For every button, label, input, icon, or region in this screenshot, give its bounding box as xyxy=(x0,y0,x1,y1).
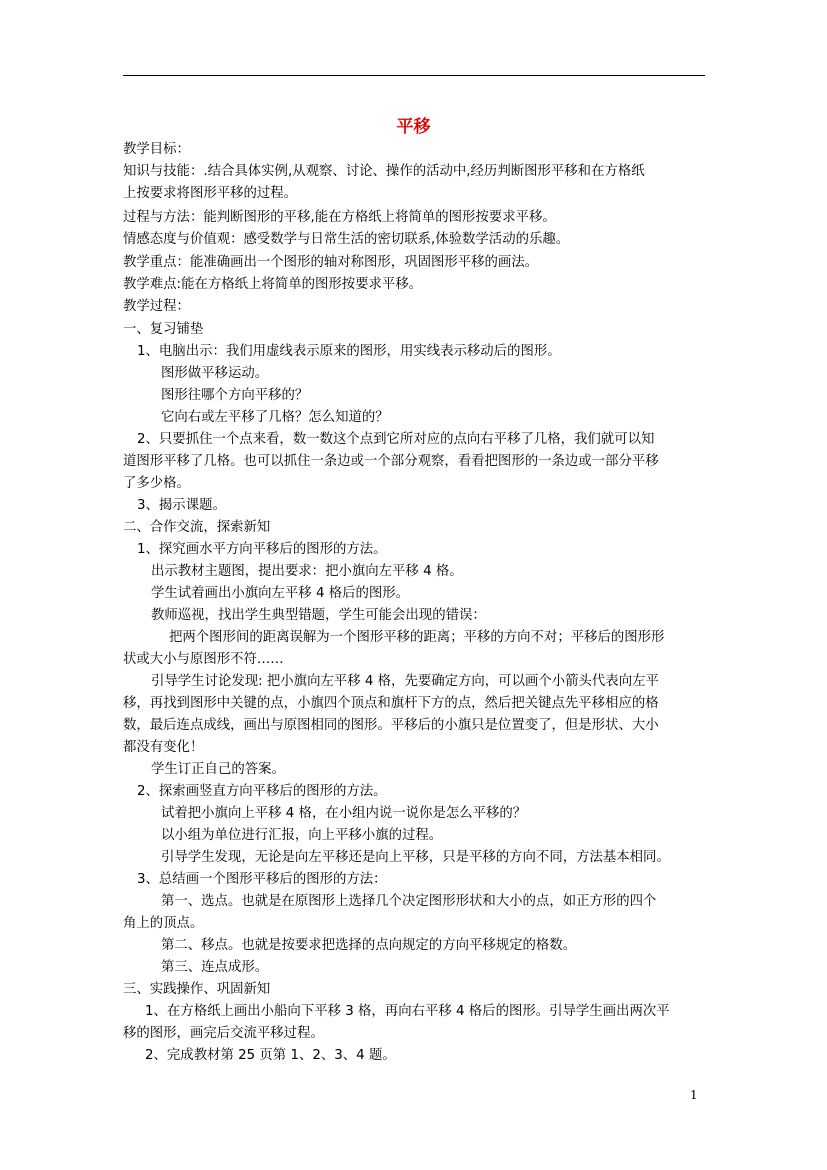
text-line: 引导学生讨论发现: 把小旗向左平移 4 格，先要确定方向，可以画个小箭头代表向左平 xyxy=(151,674,659,689)
text-line: 教学目标： xyxy=(123,142,190,157)
text-line: 教学过程： xyxy=(123,299,190,314)
text-line: 出示教材主题图，提出要求：把小旗向左平移 4 格。 xyxy=(151,564,463,579)
text-line: 把两个图形间的距离误解为一个图形平移的距离；平移的方向不对；平移后的图形形 xyxy=(169,630,665,645)
text-line: 2、探索画竖直方向平移后的图形的方法。 xyxy=(137,784,387,799)
text-line: 1、探究画水平方向平移后的图形的方法。 xyxy=(137,542,387,557)
text-line: 教师巡视，找出学生典型错题，学生可能会出现的错误： xyxy=(151,608,486,623)
text-line: 试着把小旗向上平移 4 格，在小组内说一说你是怎么平移的？ xyxy=(161,806,527,821)
text-line: 了多少格。 xyxy=(123,476,190,491)
text-line: 一、复习铺垫 xyxy=(123,322,204,337)
text-line: 知识与技能：.结合具体实例,从观察、讨论、操作的活动中,经历判断图形平移和在方格纸 xyxy=(123,164,645,179)
text-line: 移，再找到图形中关键的点，小旗四个顶点和旗杆下方的点，然后把关键点先平移相应的格 xyxy=(123,696,659,711)
header-rule xyxy=(123,75,705,76)
text-line: 教学难点:能在方格纸上将简单的图形按要求平移。 xyxy=(123,277,423,292)
text-line: 2、完成教材第 25 页第 1、2、3、4 题。 xyxy=(145,1048,396,1063)
text-line: 情感态度与价值观：感受数学与日常生活的密切联系,体验数学活动的乐趣。 xyxy=(123,232,570,247)
text-line: 学生订正自己的答案。 xyxy=(151,762,285,777)
text-line: 引导学生发现，无论是向左平移还是向上平移，只是平移的方向不同，方法基本相同。 xyxy=(161,850,670,865)
text-line: 过程与方法：能判断图形的平移,能在方格纸上将简单的图形按要求平移。 xyxy=(123,210,556,225)
text-line: 数，最后连点成线，画出与原图相同的图形。平移后的小旗只是位置变了，但是形状、大小 xyxy=(123,718,659,733)
text-line: 教学重点：能准确画出一个图形的轴对称图形，巩固图形平移的画法。 xyxy=(123,255,539,270)
text-line: 1、电脑出示：我们用虚线表示原来的图形，用实线表示移动后的图形。 xyxy=(137,344,561,359)
text-line: 3、总结画一个图形平移后的图形的方法： xyxy=(137,872,387,887)
text-line: 移的图形，画完后交流平移过程。 xyxy=(123,1026,324,1041)
text-line: 3、揭示课题。 xyxy=(137,498,226,513)
text-line: 第二、移点。也就是按要求把选择的点向规定的方向平移规定的格数。 xyxy=(161,938,577,953)
text-line: 2、只要抓住一个点来看，数一数这个点到它所对应的点向右平移了几格，我们就可以知 xyxy=(137,432,655,447)
text-line: 图形往哪个方向平移的？ xyxy=(161,388,309,403)
text-line: 第三、连点成形。 xyxy=(161,960,269,975)
text-line: 1、在方格纸上画出小船向下平移 3 格，再向右平移 4 格后的图形。引导学生画出两次平 xyxy=(145,1004,670,1019)
text-line: 学生试着画出小旗向左平移 4 格后的图形。 xyxy=(151,586,410,601)
text-line: 二、合作交流，探索新知 xyxy=(123,520,271,535)
text-line: 图形做平移运动。 xyxy=(161,366,269,381)
text-line: 角上的顶点。 xyxy=(123,916,204,931)
text-line: 上按要求将图形平移的过程。 xyxy=(123,186,298,201)
text-line: 第一、选点。也就是在原图形上选择几个决定图形形状和大小的点，如正方形的四个 xyxy=(161,894,657,909)
text-line: 它向右或左平移了几格？怎么知道的？ xyxy=(161,410,389,425)
text-line: 以小组为单位进行汇报，向上平移小旗的过程。 xyxy=(161,828,443,843)
text-line: 都没有变化！ xyxy=(123,740,204,755)
text-line: 状或大小与原图形不符…… xyxy=(123,652,284,667)
text-line: 道图形平移了几格。也可以抓住一条边或一个部分观察，看看把图形的一条边或一部分平移 xyxy=(123,454,659,469)
text-line: 三、实践操作、巩固新知 xyxy=(123,982,271,997)
page-title: 平移 xyxy=(396,117,431,137)
page-number: 1 xyxy=(690,1088,698,1102)
